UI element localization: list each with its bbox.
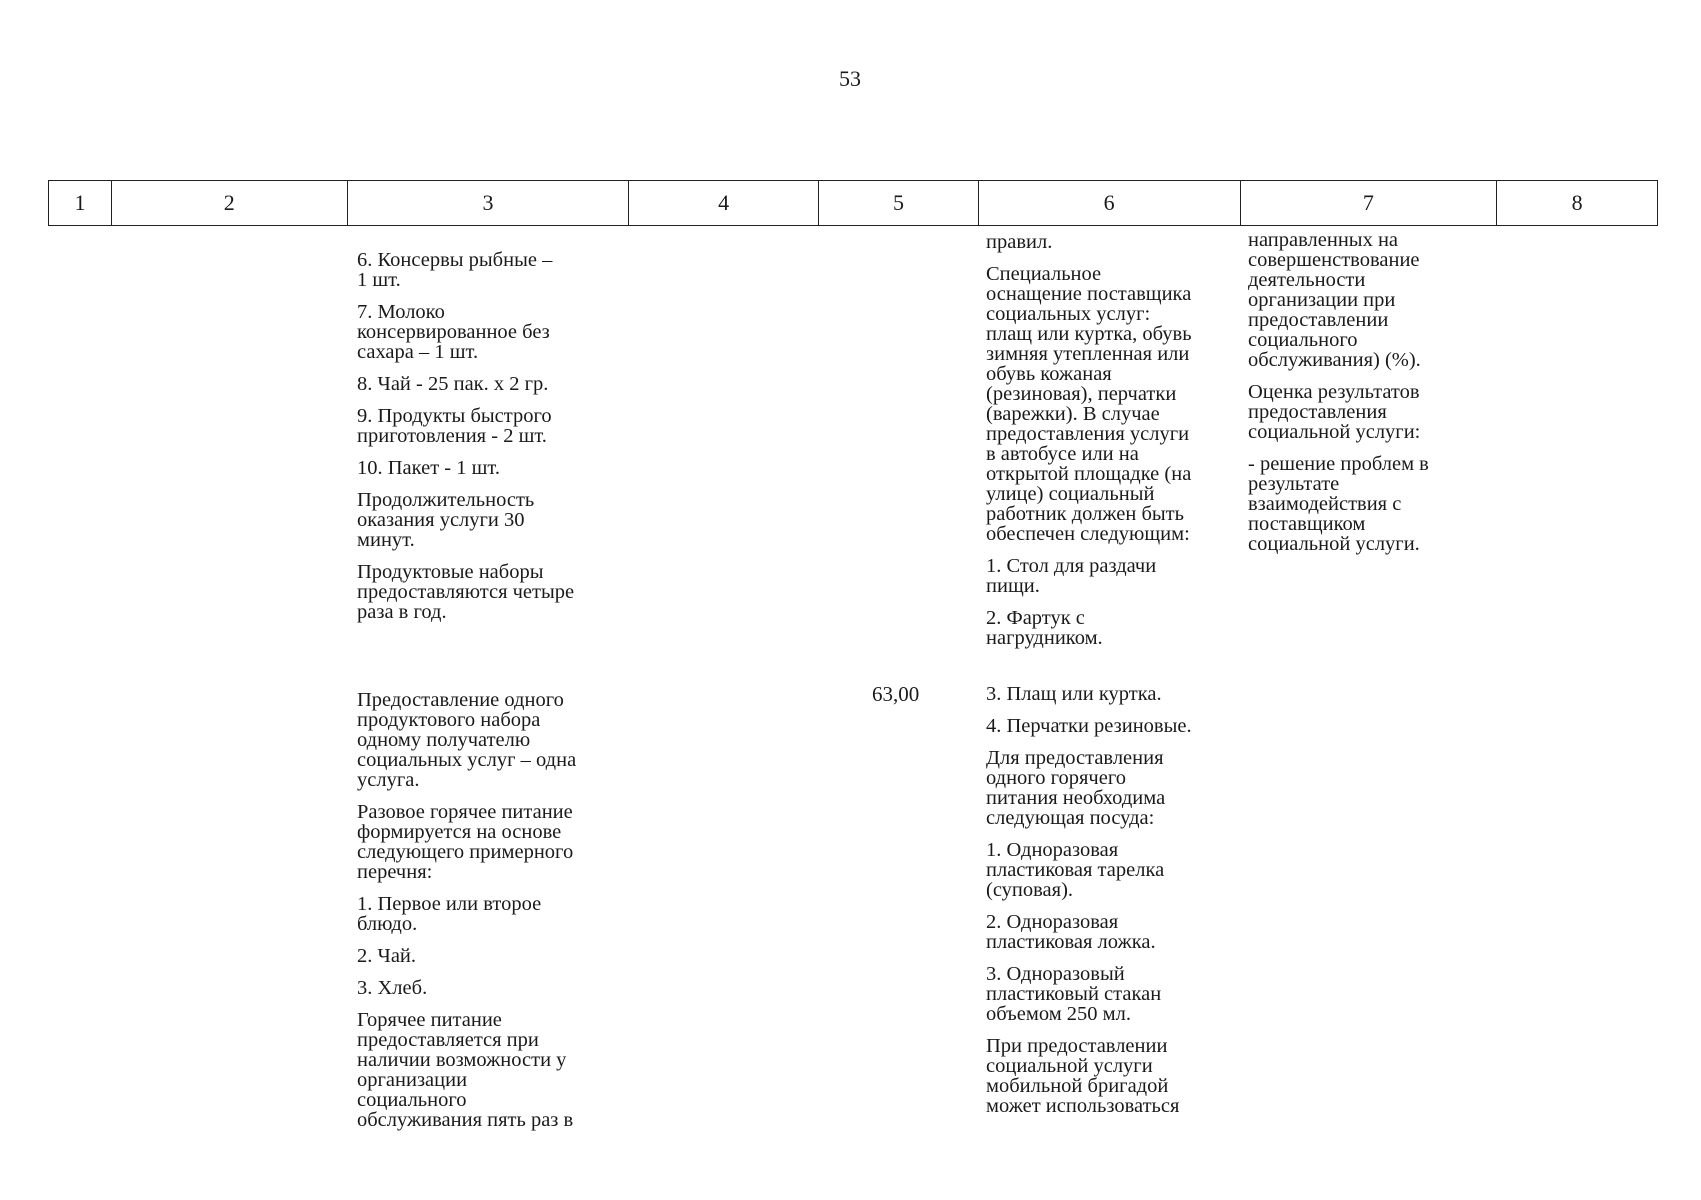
col6-paragraph: 4. Перчатки резиновые. <box>986 715 1192 737</box>
table-header-row <box>48 180 1658 226</box>
col7-paragraph: - решение проблем в результате взаимодействия с поставщиком социальной услуги. <box>1248 453 1429 555</box>
header-col-6: 6 <box>979 181 1241 225</box>
col3-paragraph: 3. Хлеб. <box>357 977 428 999</box>
price-value: 63,00 <box>872 682 920 706</box>
col7-paragraph: направленных на совершенствование деятельности организации при предоставлении социального обслуживания) (%). <box>1248 229 1421 371</box>
col6-paragraph: 2. Фартук с нагрудником. <box>986 607 1103 649</box>
header-col-5: 5 <box>819 181 979 225</box>
col6-paragraph: При предоставлении социальной услуги мобильной бригадой может использоваться <box>986 1035 1180 1117</box>
col3-paragraph: Предоставление одного продуктового набора одному получателю социальных услуг – одна услуга. <box>357 689 577 791</box>
col5-block <box>872 684 972 716</box>
col6-top-block <box>986 232 1244 660</box>
col3-bottom-block <box>357 690 637 1142</box>
col7-paragraph: Оценка результатов предоставления социальной услуги: <box>1248 381 1421 443</box>
col3-paragraph: 7. Молоко консервированное без сахара – 1 шт. <box>357 301 550 363</box>
col6-paragraph: 1. Одноразовая пластиковая тарелка (суповая). <box>986 839 1165 901</box>
col3-paragraph: 6. Консервы рыбные – 1 шт. <box>357 249 553 291</box>
col6-paragraph: правил. <box>986 231 1053 253</box>
col3-paragraph: Разовое горячее питание формируется на основе следующего примерного перечня: <box>357 801 574 883</box>
col7-block <box>1248 230 1498 566</box>
col3-paragraph: 8. Чай - 25 пак. х 2 гр. <box>357 373 549 395</box>
col6-paragraph: Для предоставления одного горячего питания необходима следующая посуда: <box>986 747 1166 829</box>
col3-paragraph: Продуктовые наборы предоставляются четыре раза в год. <box>357 561 575 623</box>
col3-top-block <box>357 250 637 634</box>
col6-paragraph: 3. Плащ или куртка. <box>986 683 1162 705</box>
col3-paragraph: Продолжительность оказания услуги 30 минут. <box>357 489 535 551</box>
header-col-2: 2 <box>112 181 348 225</box>
header-col-7: 7 <box>1241 181 1498 225</box>
col6-paragraph: 2. Одноразовая пластиковая ложка. <box>986 911 1156 953</box>
col6-paragraph: Специальное оснащение поставщика социальных услуг: плащ или куртка, обувь зимняя утепленная или обувь кожаная (резиновая), перчатки (варежки). В случае предоставления услуги в автобусе или на открытой площадке (на улице) социальный работник должен быть обеспечен следующим: <box>986 263 1192 545</box>
col3-paragraph: 10. Пакет - 1 шт. <box>357 457 500 479</box>
header-col-3: 3 <box>348 181 630 225</box>
col3-paragraph: 2. Чай. <box>357 945 417 967</box>
col3-paragraph: 9. Продукты быстрого приготовления - 2 шт. <box>357 405 552 447</box>
col6-paragraph: 1. Стол для раздачи пищи. <box>986 555 1157 597</box>
header-col-8: 8 <box>1571 190 1583 215</box>
col3-paragraph: 1. Первое или второе блюдо. <box>357 893 542 935</box>
col6-paragraph: 3. Одноразовый пластиковый стакан объемом 250 мл. <box>986 963 1162 1025</box>
header-col-1: 1 <box>49 181 112 225</box>
col3-paragraph: Горячее питание предоставляется при наличии возможности у организации социального обслуживания пять раз в <box>357 1009 574 1131</box>
header-col-4: 4 <box>629 181 819 225</box>
page-number: 53 <box>839 66 861 91</box>
col6-bottom-block <box>986 684 1244 1128</box>
